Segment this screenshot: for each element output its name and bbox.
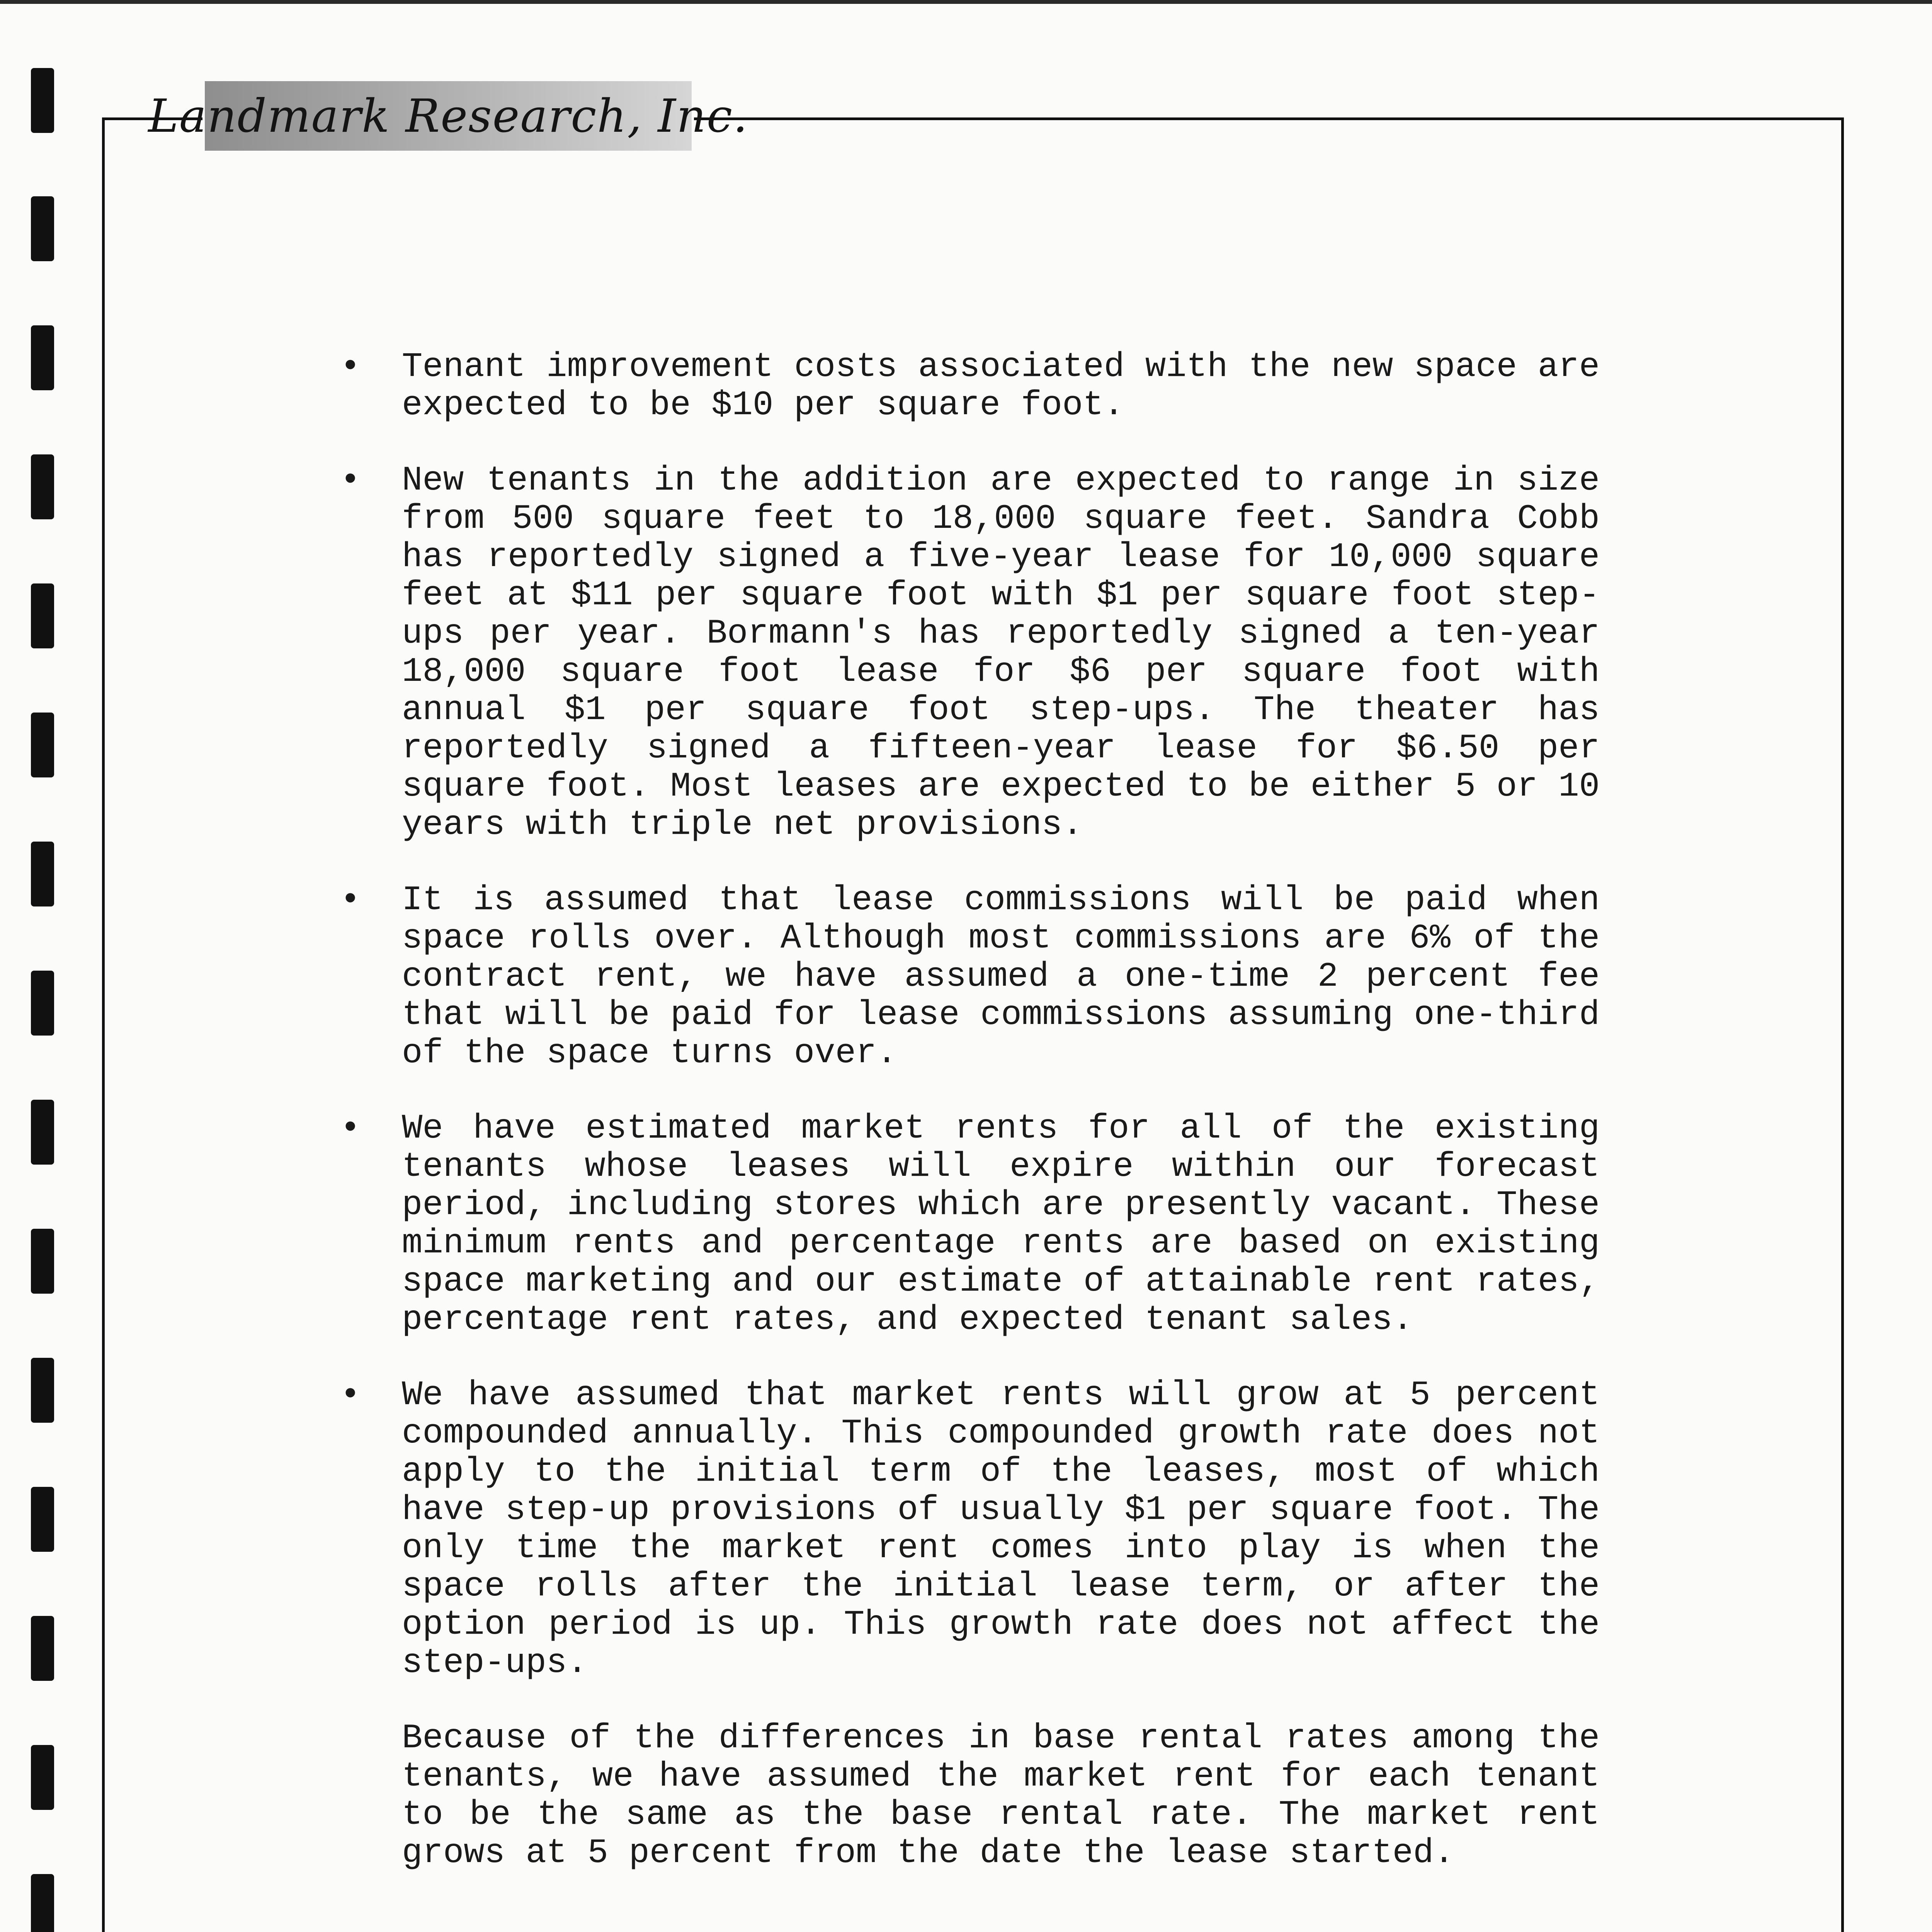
binder-hole bbox=[31, 971, 54, 1036]
binder-hole bbox=[31, 454, 54, 519]
paragraph-text: We have estimated market rents for all of the existing tenants whose leases will expire within our forecast period, including stores which are presently vacant. These minimum rents and percentage rents are based on existing space marketing and our estimate of attainable rent rates, percentage rent rates, and expected tenant sales. bbox=[402, 1109, 1600, 1339]
frame-left bbox=[102, 117, 105, 1932]
binder-hole bbox=[31, 196, 54, 261]
binder-hole bbox=[31, 1229, 54, 1294]
bullet-icon: • bbox=[340, 347, 361, 386]
binder-hole bbox=[31, 713, 54, 777]
bullet-icon: • bbox=[340, 461, 361, 500]
binder-hole bbox=[31, 1100, 54, 1165]
paragraph-text: Because of the differences in base rental rates among the tenants, we have assumed the market rent for each tenant to be the same as the base rental rate. The market rent grows at 5 percent from the date the lease started. bbox=[402, 1719, 1600, 1872]
frame-right bbox=[1841, 117, 1844, 1932]
paragraph-text: It is assumed that lease commissions will be paid when space rolls over. Although most commissions are 6% of the contract rent, we have assumed a one-time 2 percent fee that will be paid for lease commissions assuming one-third of the space turns over. bbox=[402, 881, 1600, 1073]
paragraph-text: New tenants in the addition are expected to range in size from 500 square feet to 18,000 square feet. Sandra Cobb has reportedly signed a five-year lease for 10,000 square feet at $11 per square foot with $1 per square foot step-ups per year. Bormann's has reportedly signed a ten-year 18,000 square foot lease for $6 per square foot with annual $1 per square foot step-ups. The theater has reportedly signed a fifteen-year lease for $6.50 per square foot. Most leases are expected to be either 5 or 10 years with triple net provisions. bbox=[402, 461, 1600, 844]
document-body bbox=[340, 347, 1600, 1909]
bullet-icon: • bbox=[340, 1376, 361, 1415]
letterhead bbox=[148, 81, 748, 151]
binder-hole bbox=[31, 325, 54, 390]
letterhead-text: Landmark Research, Inc. bbox=[148, 89, 748, 143]
page-top-edge bbox=[0, 0, 1932, 4]
binder-hole bbox=[31, 1358, 54, 1423]
paragraph-text: We have assumed that market rents will grow at 5 percent compounded annually. This compounded growth rate does not apply to the initial term of the leases, most of which have step-up provisions of usually $1 per square foot. The only time the market rent comes into play is when the space rolls after the initial lease term, or after the option period is up. This growth rate does not affect the step-ups. bbox=[402, 1376, 1600, 1682]
bullet-icon: • bbox=[340, 881, 361, 920]
bullet-paragraph bbox=[340, 881, 1600, 1073]
bullet-paragraph bbox=[340, 461, 1600, 844]
frame-top-right bbox=[694, 117, 1844, 120]
binder-hole bbox=[31, 583, 54, 648]
binder-hole bbox=[31, 1745, 54, 1810]
bullet-icon: • bbox=[340, 1109, 361, 1148]
binder-hole bbox=[31, 1874, 54, 1932]
bullet-paragraph bbox=[340, 1376, 1600, 1682]
plain-paragraph bbox=[402, 1719, 1600, 1872]
bullet-paragraph bbox=[340, 1109, 1600, 1339]
bullet-paragraph bbox=[340, 347, 1600, 425]
binder-hole bbox=[31, 842, 54, 906]
binder-hole bbox=[31, 1616, 54, 1681]
paragraph-text: Tenant improvement costs associated with the new space are expected to be $10 per square foot. bbox=[402, 347, 1600, 425]
binder-hole bbox=[31, 68, 54, 133]
binder-hole bbox=[31, 1487, 54, 1552]
